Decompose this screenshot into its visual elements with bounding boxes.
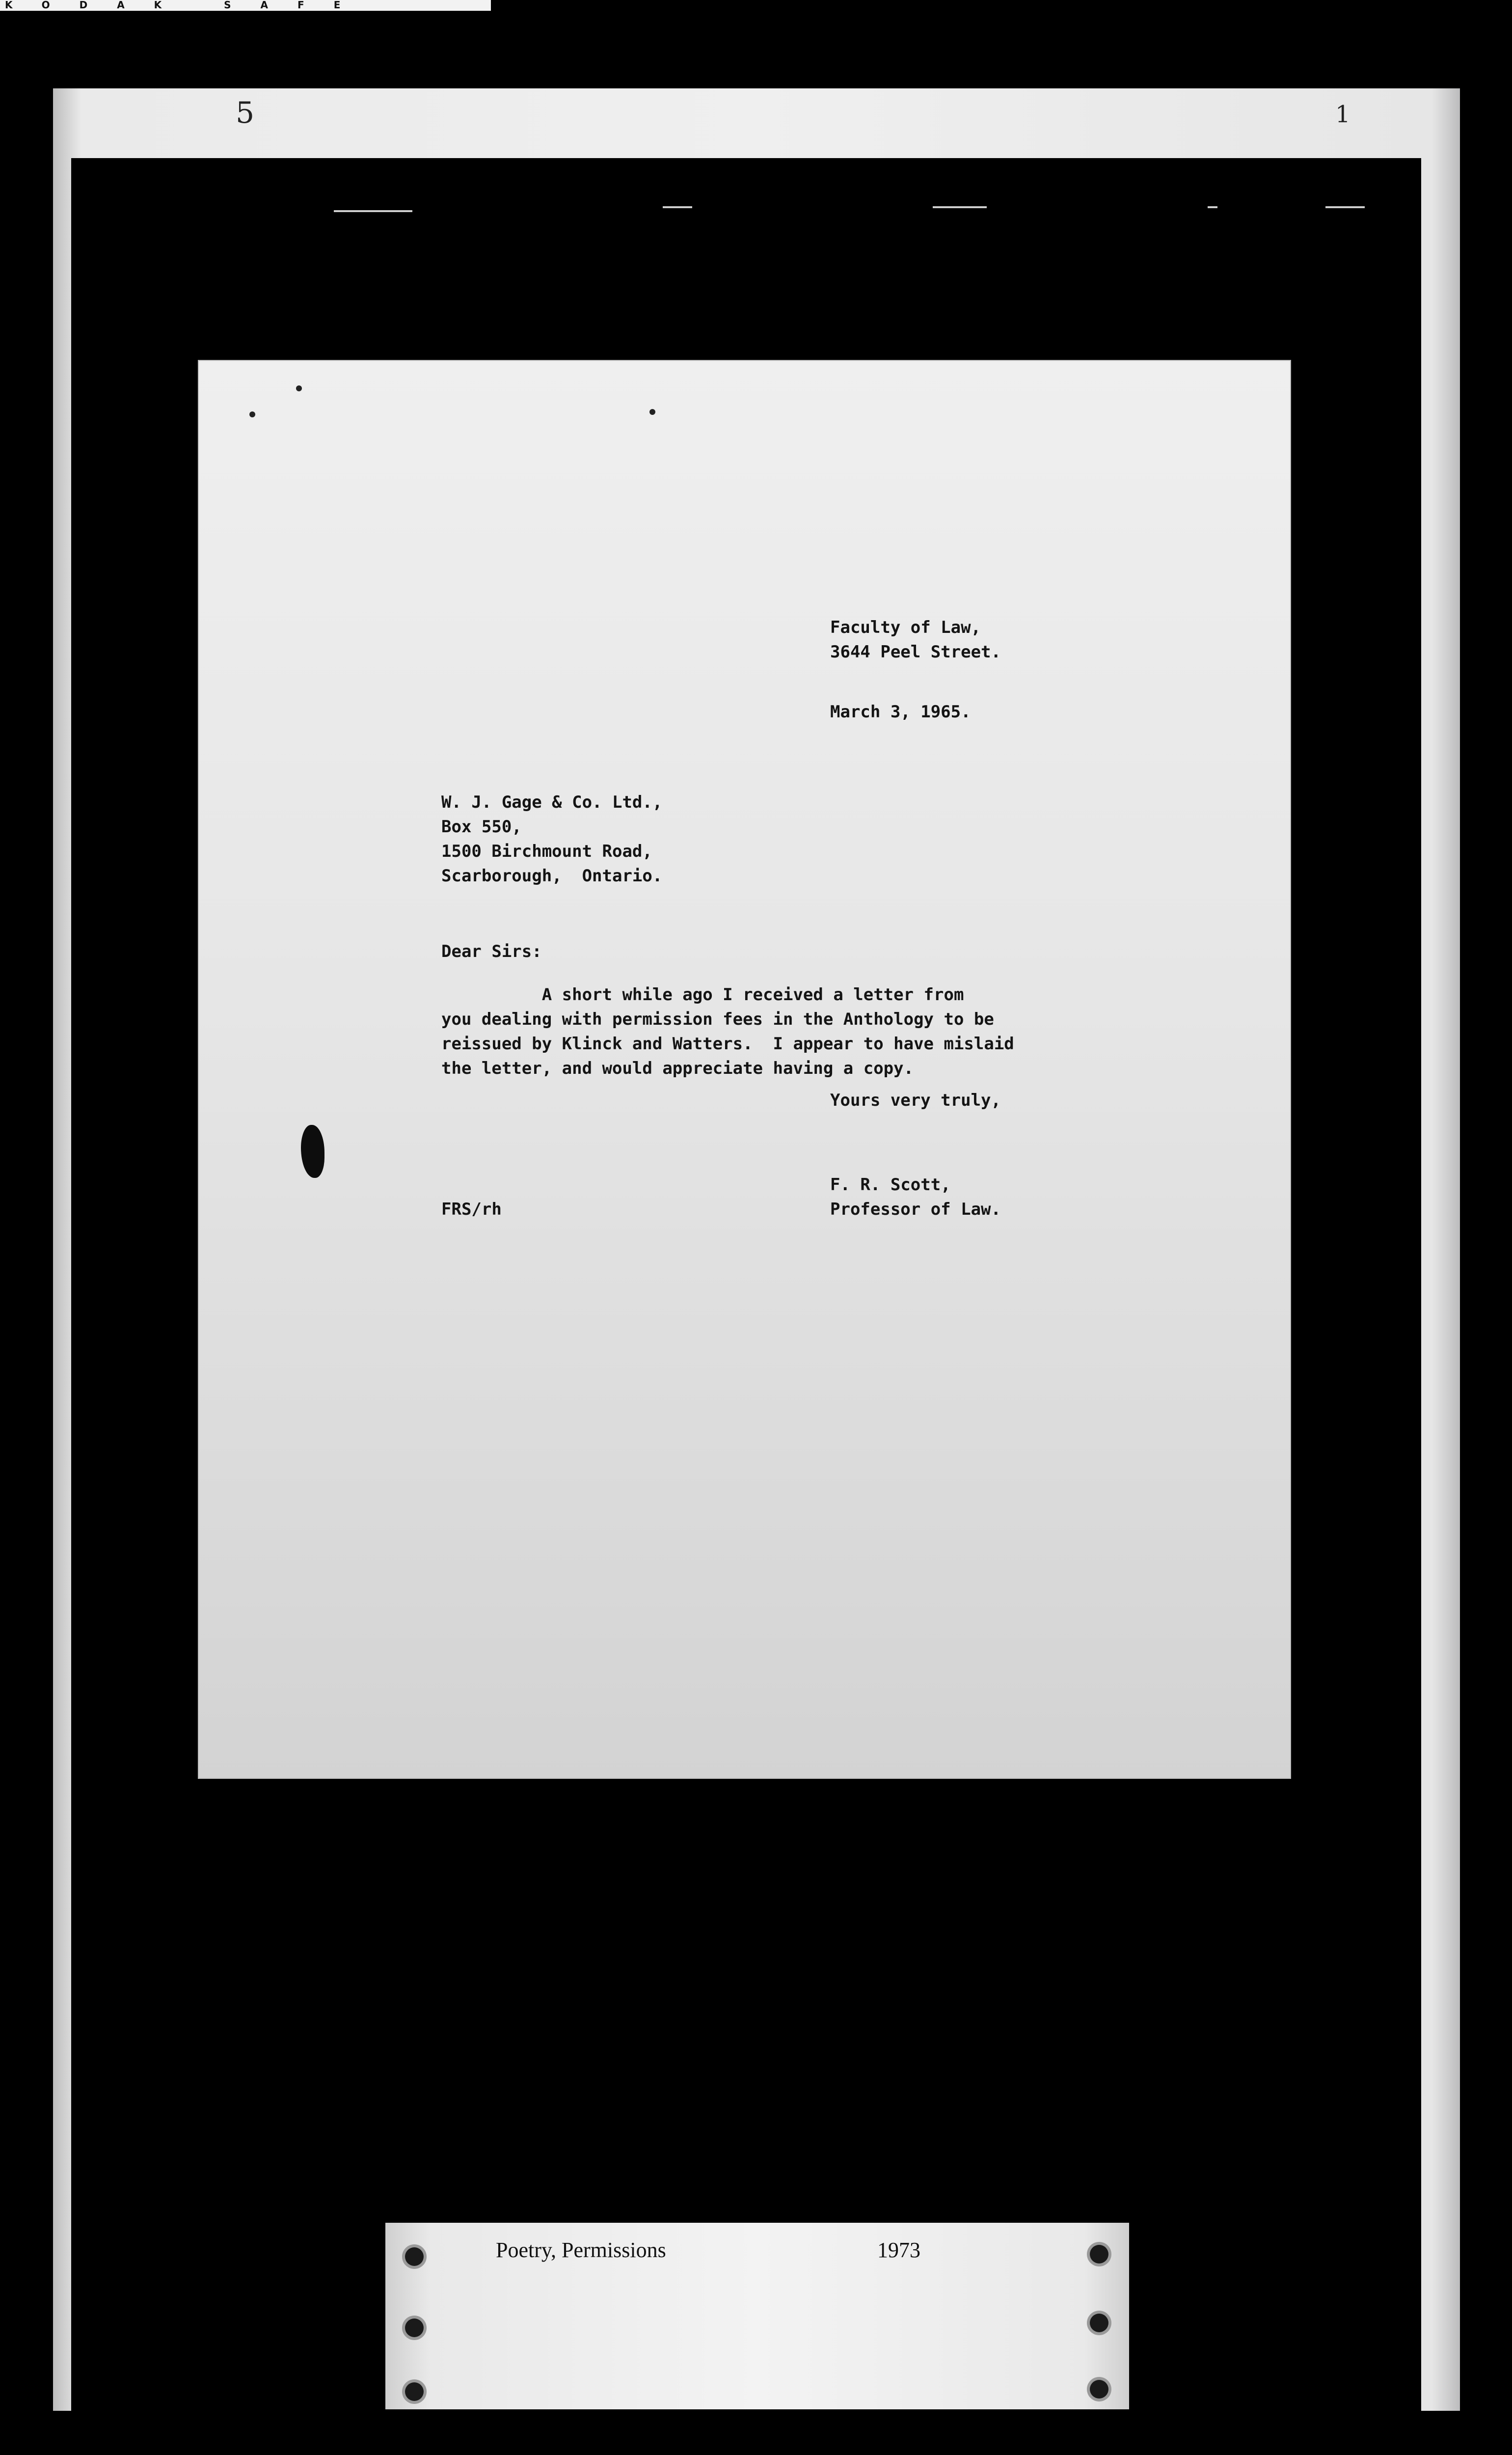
sender-address	[830, 615, 1001, 664]
letter-body	[441, 982, 1014, 1081]
sender-line: 3644 Peel Street.	[830, 642, 1001, 662]
body-line: the letter, and would appreciate having a copy.	[441, 1059, 914, 1078]
body-line: A short while ago I received a letter from	[441, 985, 964, 1005]
film-edge-text: KODAK SAFE	[5, 0, 370, 11]
ink-blot	[301, 1125, 324, 1178]
speck	[296, 385, 302, 391]
punch-hole	[405, 2247, 424, 2266]
closing: Yours very truly,	[830, 1091, 1001, 1110]
punch-hole	[1090, 2245, 1108, 2264]
frame-mark-left: 5	[236, 96, 255, 130]
letter-page	[198, 360, 1291, 1779]
film-edge-header	[0, 0, 491, 11]
recipient-line: Box 550,	[441, 817, 522, 837]
label-subject: Poetry, Permissions	[496, 2238, 666, 2262]
salutation: Dear Sirs:	[441, 942, 542, 961]
frame-mark-right: 1	[1335, 101, 1350, 128]
film-streak	[1208, 206, 1217, 208]
punch-hole	[1090, 2314, 1108, 2332]
signature-line: F. R. Scott,	[830, 1175, 951, 1195]
film-streak	[663, 206, 692, 208]
body-line: reissued by Klinck and Watters. I appear to have mislaid	[441, 1034, 1014, 1054]
recipient-line: 1500 Birchmount Road,	[441, 842, 652, 861]
label-year: 1973	[877, 2238, 920, 2262]
punch-hole	[405, 2319, 424, 2337]
file-label-card	[385, 2223, 1129, 2409]
sender-line: Faculty of Law,	[830, 618, 981, 637]
film-streak	[1325, 206, 1365, 208]
film-streak	[933, 206, 987, 208]
recipient-line: Scarborough, Ontario.	[441, 866, 663, 886]
letter-date: March 3, 1965.	[830, 702, 971, 722]
punch-hole	[1090, 2380, 1108, 2399]
punch-hole	[405, 2382, 424, 2401]
body-line: you dealing with permission fees in the Anthology to be	[441, 1009, 994, 1029]
recipient-line: W. J. Gage & Co. Ltd.,	[441, 792, 663, 812]
film-streak	[334, 210, 412, 212]
typist-initials: FRS/rh	[441, 1200, 502, 1219]
speck	[649, 409, 655, 415]
speck	[249, 411, 255, 417]
signature-block	[830, 1173, 1001, 1222]
signature-line: Professor of Law.	[830, 1200, 1001, 1219]
recipient-address	[441, 790, 662, 888]
